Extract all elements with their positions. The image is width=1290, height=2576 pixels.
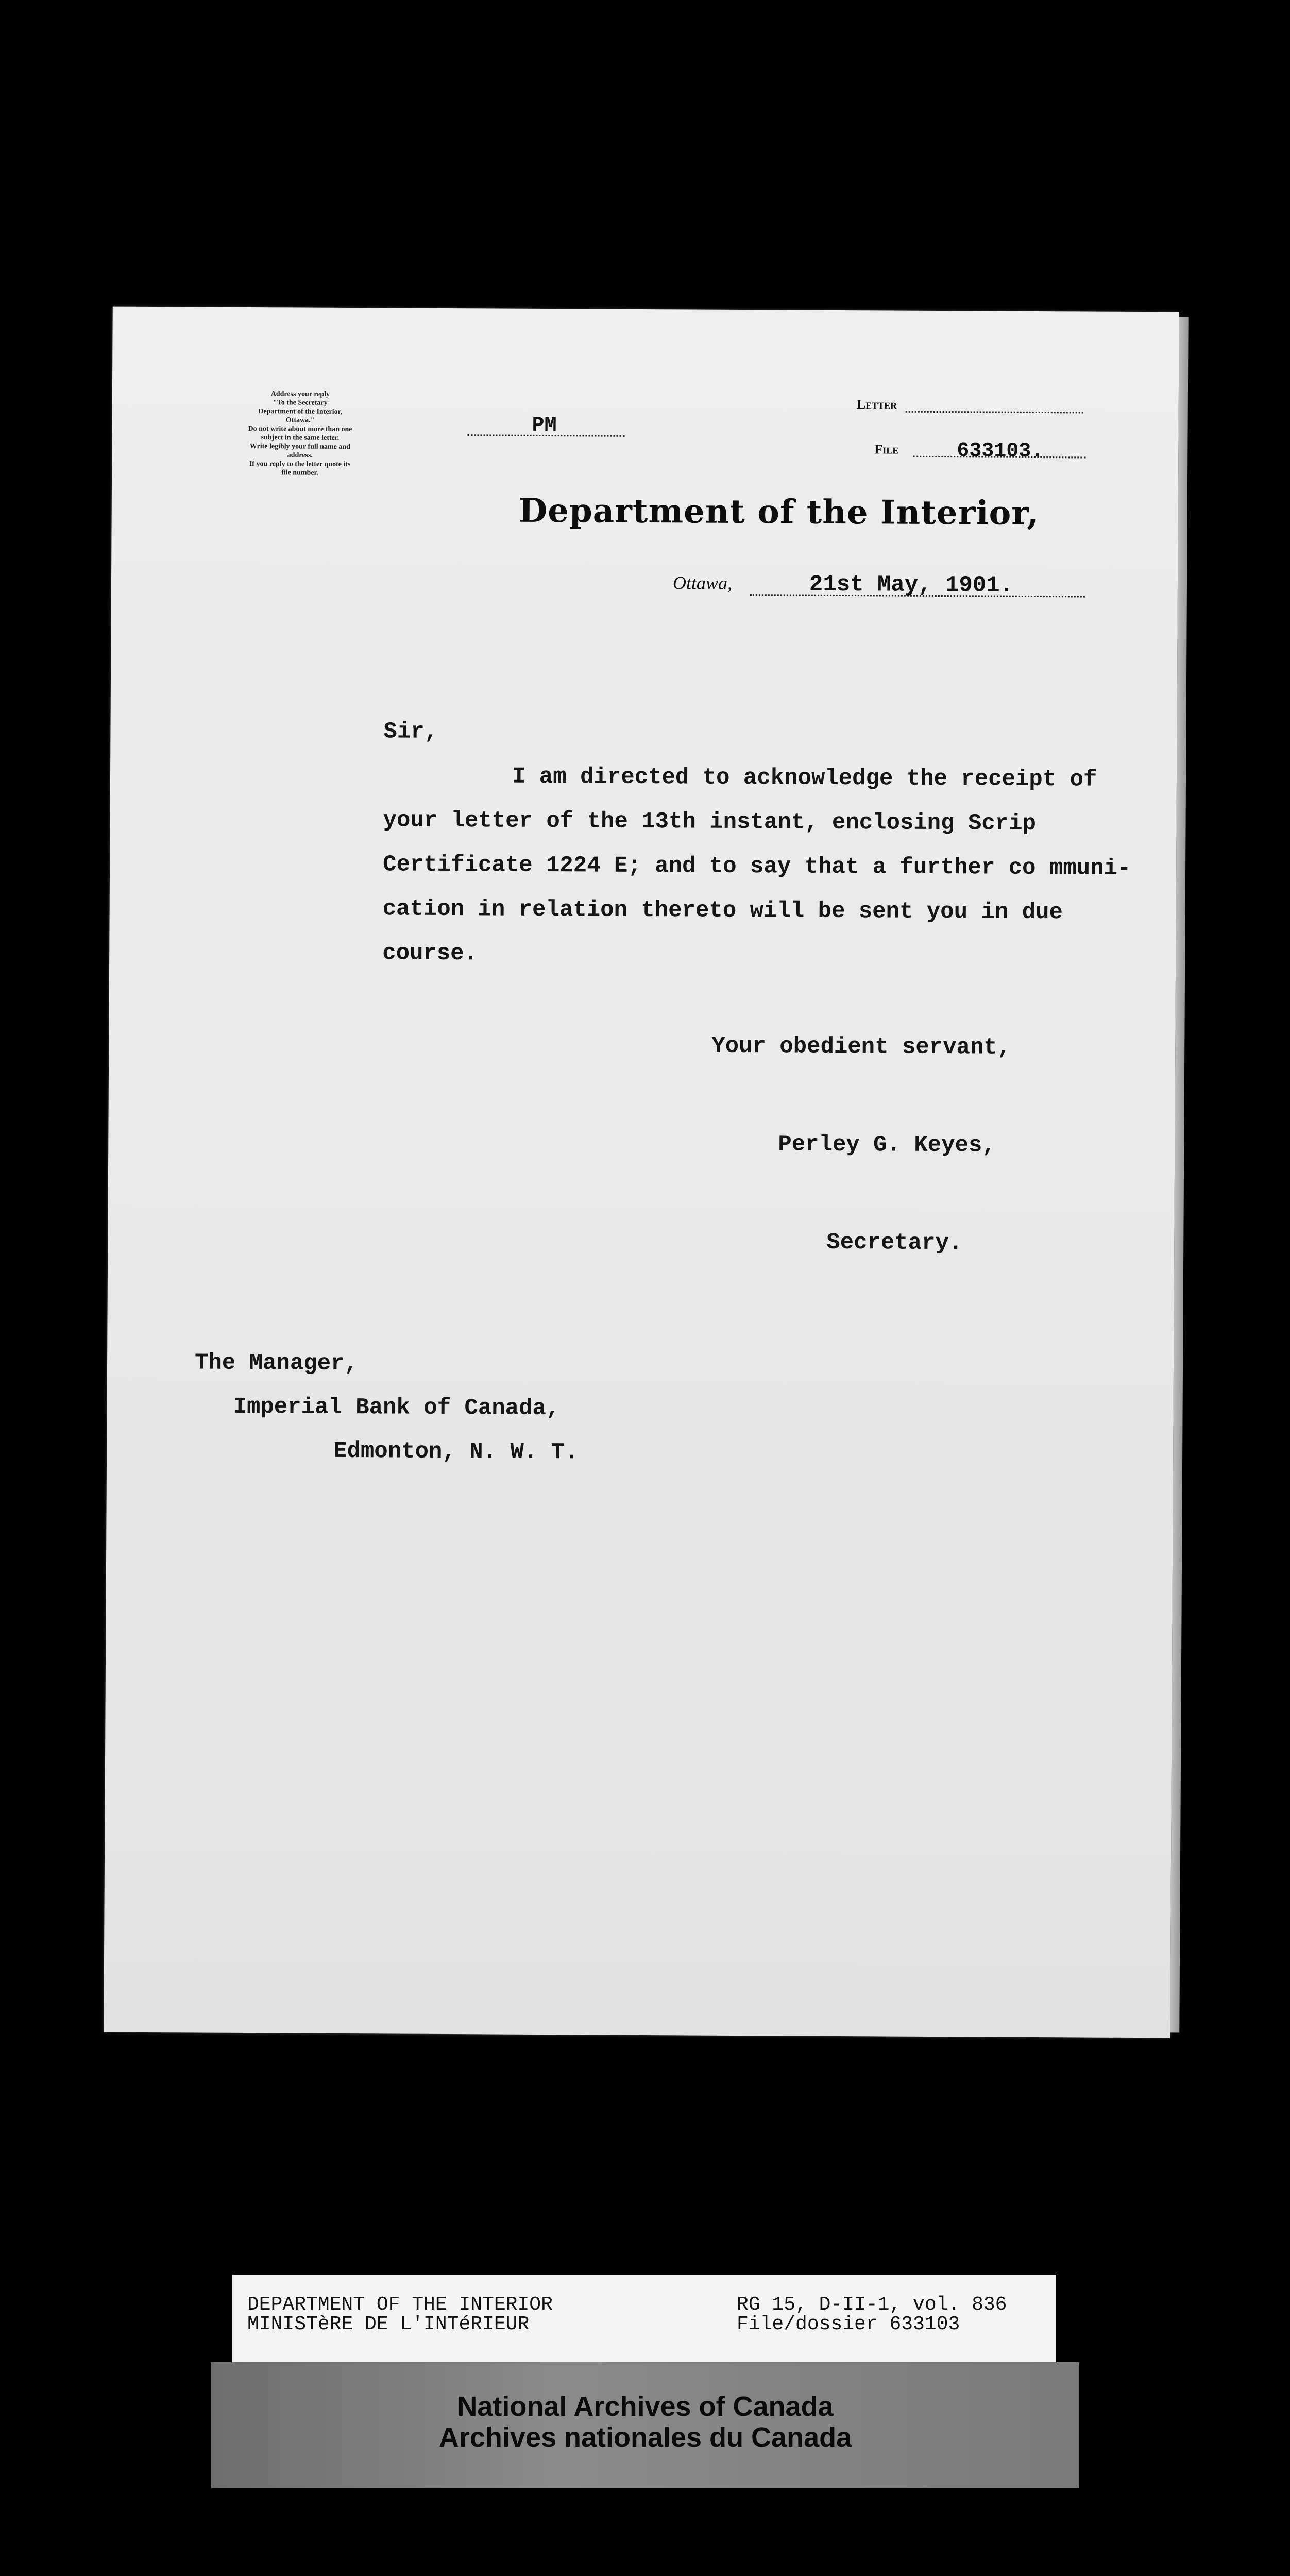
department-heading: Department of the Interior, — [518, 491, 1039, 533]
signer-title: Secretary. — [826, 1229, 963, 1257]
letter-body — [382, 709, 1229, 980]
signer-name: Perley G. Keyes, — [778, 1131, 996, 1159]
instruction-line: Address your reply — [270, 390, 330, 398]
body-line: Certificate 1224 E; and to say that a further co mmuni- — [382, 852, 1131, 882]
letter-label: Letter — [856, 397, 897, 412]
instruction-line: If you reply to the letter quote its — [249, 460, 351, 469]
instruction-line: file number. — [281, 469, 319, 477]
addressee-line3: Edmonton, N. W. T. — [333, 1438, 579, 1466]
letter-line — [906, 411, 1083, 414]
addressee-line2: Imperial Bank of Canada, — [233, 1394, 560, 1422]
body-line: cation in relation thereto will be sent you in due — [382, 896, 1063, 926]
instruction-line: Do not write about more than one — [248, 425, 352, 434]
addressee-line1: The Manager, — [194, 1350, 359, 1377]
body-line: I am directed to acknowledge the receipt of — [512, 764, 1097, 793]
body-line: your letter of the 13th instant, enclosing Scrip — [383, 807, 1037, 837]
instruction-line: address. — [287, 451, 313, 460]
body-line: course. — [382, 940, 478, 967]
label-record-group: RG 15, D-II-1, vol. 836 — [737, 2294, 1007, 2316]
instruction-line: subject in the same letter. — [261, 434, 340, 442]
label-department-fr: MINISTèRE DE L'INTéRIEUR — [247, 2313, 530, 2335]
instruction-line: Ottawa." — [285, 416, 315, 425]
instruction-line: "To the Secretary — [273, 399, 328, 407]
label-department-en: DEPARTMENT OF THE INTERIOR — [247, 2294, 553, 2316]
place-label: Ottawa, — [672, 572, 733, 594]
archive-name-fr: Archives nationales du Canada — [438, 2422, 852, 2453]
archive-reference-label — [232, 2275, 1056, 2362]
instruction-line: Write legibly your full name and — [249, 443, 350, 451]
file-number: 633103. — [957, 439, 1044, 464]
archive-name-en: National Archives of Canada — [457, 2391, 834, 2422]
letter-date: 21st May, 1901. — [809, 571, 1014, 599]
archive-stamp — [211, 2362, 1079, 2488]
pm-label: PM — [532, 414, 557, 438]
label-file-number: File/dossier 633103 — [737, 2313, 960, 2335]
salutation: Sir, — [383, 719, 438, 745]
file-label: File — [874, 442, 899, 457]
reply-instructions — [215, 389, 385, 478]
closing: Your obedient servant, — [711, 1033, 1011, 1061]
instruction-line: Department of the Interior, — [258, 408, 343, 416]
letter-sheet — [104, 307, 1179, 2038]
